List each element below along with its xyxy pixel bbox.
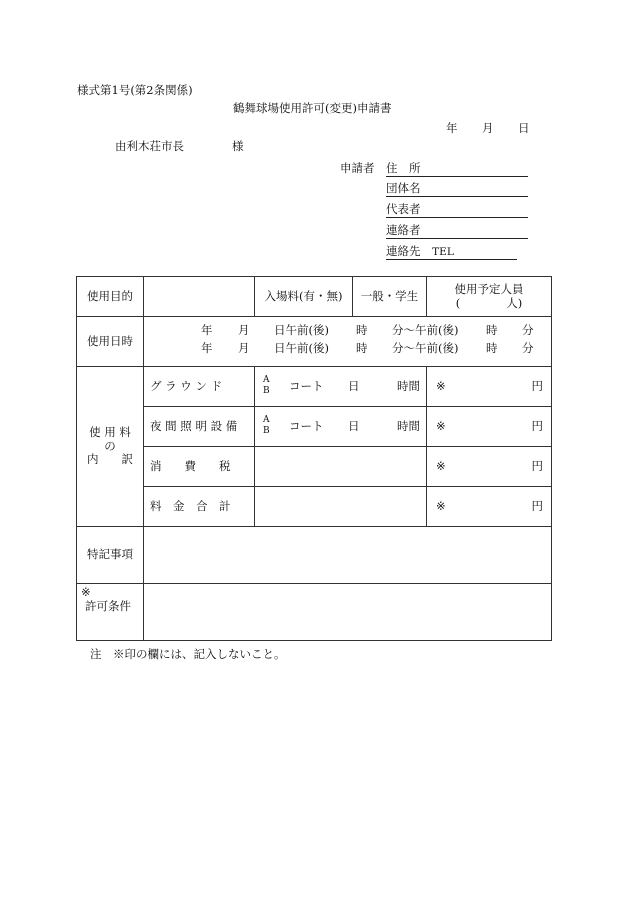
dt2-year: 年 (201, 340, 213, 355)
admission-fee-cell[interactable]: 入場料(有・無) (255, 277, 353, 317)
datetime-line-2 (144, 342, 551, 360)
dt1-month: 月 (238, 322, 250, 337)
fee-row-tax (77, 447, 552, 487)
tax-label: 消 費 税 (144, 447, 255, 487)
date-month: 月 (482, 121, 494, 135)
dt2-hour: 時 (356, 340, 368, 355)
representative-label: 代表者 (386, 202, 421, 216)
dt2-month: 月 (238, 340, 250, 355)
expected-people-label: 使用予定人員 (454, 281, 524, 296)
lighting-a: A (263, 415, 270, 425)
representative-field[interactable] (386, 201, 528, 218)
expected-people-unit: ( 人) (455, 295, 523, 310)
datetime-row (77, 317, 552, 367)
fee-row-lighting (77, 407, 552, 447)
dt1-hour: 時 (356, 322, 368, 337)
special-notes-input[interactable] (144, 527, 552, 584)
contact-person-label: 連絡者 (386, 223, 421, 237)
permit-mark: ※ (81, 585, 91, 599)
honorific: 様 (232, 139, 244, 153)
dt2-day-am: 日午前(後) (274, 340, 329, 355)
datetime-line-1 (144, 324, 551, 342)
group-name-label: 団体名 (386, 181, 421, 195)
tax-fee-cell[interactable] (427, 447, 552, 487)
lighting-fee-cell[interactable] (427, 407, 552, 447)
fee-breakdown-line-2: の (104, 438, 116, 453)
ground-b: B (263, 386, 270, 396)
tax-usage-cell[interactable] (255, 447, 427, 487)
lighting-yen: 円 (531, 419, 543, 433)
date-year: 年 (446, 121, 458, 135)
contact-person-field[interactable] (386, 222, 528, 239)
addressee: 由利木荘市長 (115, 139, 184, 153)
datetime-input[interactable] (144, 317, 552, 367)
ground-day: 日 (348, 379, 360, 393)
ground-mark: ※ (436, 379, 446, 393)
total-fee-cell[interactable] (427, 487, 552, 527)
application-form-table (76, 276, 552, 641)
expected-people-cell[interactable] (427, 277, 552, 317)
category-cell[interactable]: 一般・学生 (353, 277, 427, 317)
purpose-row (77, 277, 552, 317)
dt1-year: 年 (201, 322, 213, 337)
lighting-court: コート (289, 419, 324, 433)
permit-conditions-input[interactable] (144, 584, 552, 641)
date-day: 日 (518, 121, 530, 135)
dt1-day-am: 日午前(後) (274, 322, 329, 337)
fee-row-total (77, 487, 552, 527)
lighting-b: B (263, 426, 270, 436)
ground-ab (263, 375, 270, 397)
footnote: 注 ※印の欄には、記入しないこと。 (90, 647, 286, 661)
dt2-min-to: 分〜午前(後) (392, 340, 459, 355)
ground-hours: 時間 (397, 379, 420, 393)
total-yen: 円 (531, 499, 543, 513)
address-label: 住 所 (386, 161, 421, 175)
tax-yen: 円 (531, 459, 543, 473)
group-name-field[interactable] (386, 180, 528, 197)
special-notes-row (77, 527, 552, 584)
dt1-min: 分 (522, 322, 534, 337)
total-mark: ※ (436, 499, 446, 513)
fee-breakdown-line-1: 使 用 料 (89, 424, 131, 439)
tax-mark: ※ (436, 459, 446, 473)
ground-fee-cell[interactable] (427, 367, 552, 407)
ground-usage-cell[interactable] (255, 367, 427, 407)
total-label: 料 金 合 計 (144, 487, 255, 527)
fee-breakdown-line-3: 内 訳 (87, 452, 133, 467)
ground-label: グ ラ ウ ン ド (144, 367, 255, 407)
tel-label: TEL (432, 246, 454, 258)
address-field[interactable] (386, 160, 528, 177)
dt2-hour2: 時 (486, 340, 498, 355)
form-number: 様式第1号(第2条関係) (77, 83, 193, 97)
fee-breakdown-label (77, 367, 144, 527)
ground-a: A (263, 375, 270, 385)
permit-conditions-label-cell (77, 584, 144, 641)
permit-conditions-label: 許可条件 (85, 598, 131, 613)
dt1-min-to: 分〜午前(後) (392, 322, 459, 337)
form-title: 鶴舞球場使用許可(変更)申請書 (233, 101, 392, 115)
lighting-hours: 時間 (397, 419, 420, 433)
datetime-label: 使用日時 (77, 317, 144, 367)
permit-conditions-row (77, 584, 552, 641)
ground-court: コート (289, 379, 324, 393)
fee-row-ground (77, 367, 552, 407)
contact-field[interactable] (386, 243, 517, 260)
special-notes-label: 特記事項 (77, 527, 144, 584)
purpose-label: 使用目的 (77, 277, 144, 317)
contact-label: 連絡先 (386, 244, 421, 258)
lighting-usage-cell[interactable] (255, 407, 427, 447)
purpose-input[interactable] (144, 277, 255, 317)
dt1-hour2: 時 (486, 322, 498, 337)
lighting-label: 夜 間 照 明 設 備 (144, 407, 255, 447)
lighting-mark: ※ (436, 419, 446, 433)
lighting-day: 日 (348, 419, 360, 433)
lighting-ab (263, 415, 270, 437)
ground-yen: 円 (531, 379, 543, 393)
total-usage-cell[interactable] (255, 487, 427, 527)
applicant-label: 申請者 (340, 161, 375, 175)
dt2-min: 分 (522, 340, 534, 355)
